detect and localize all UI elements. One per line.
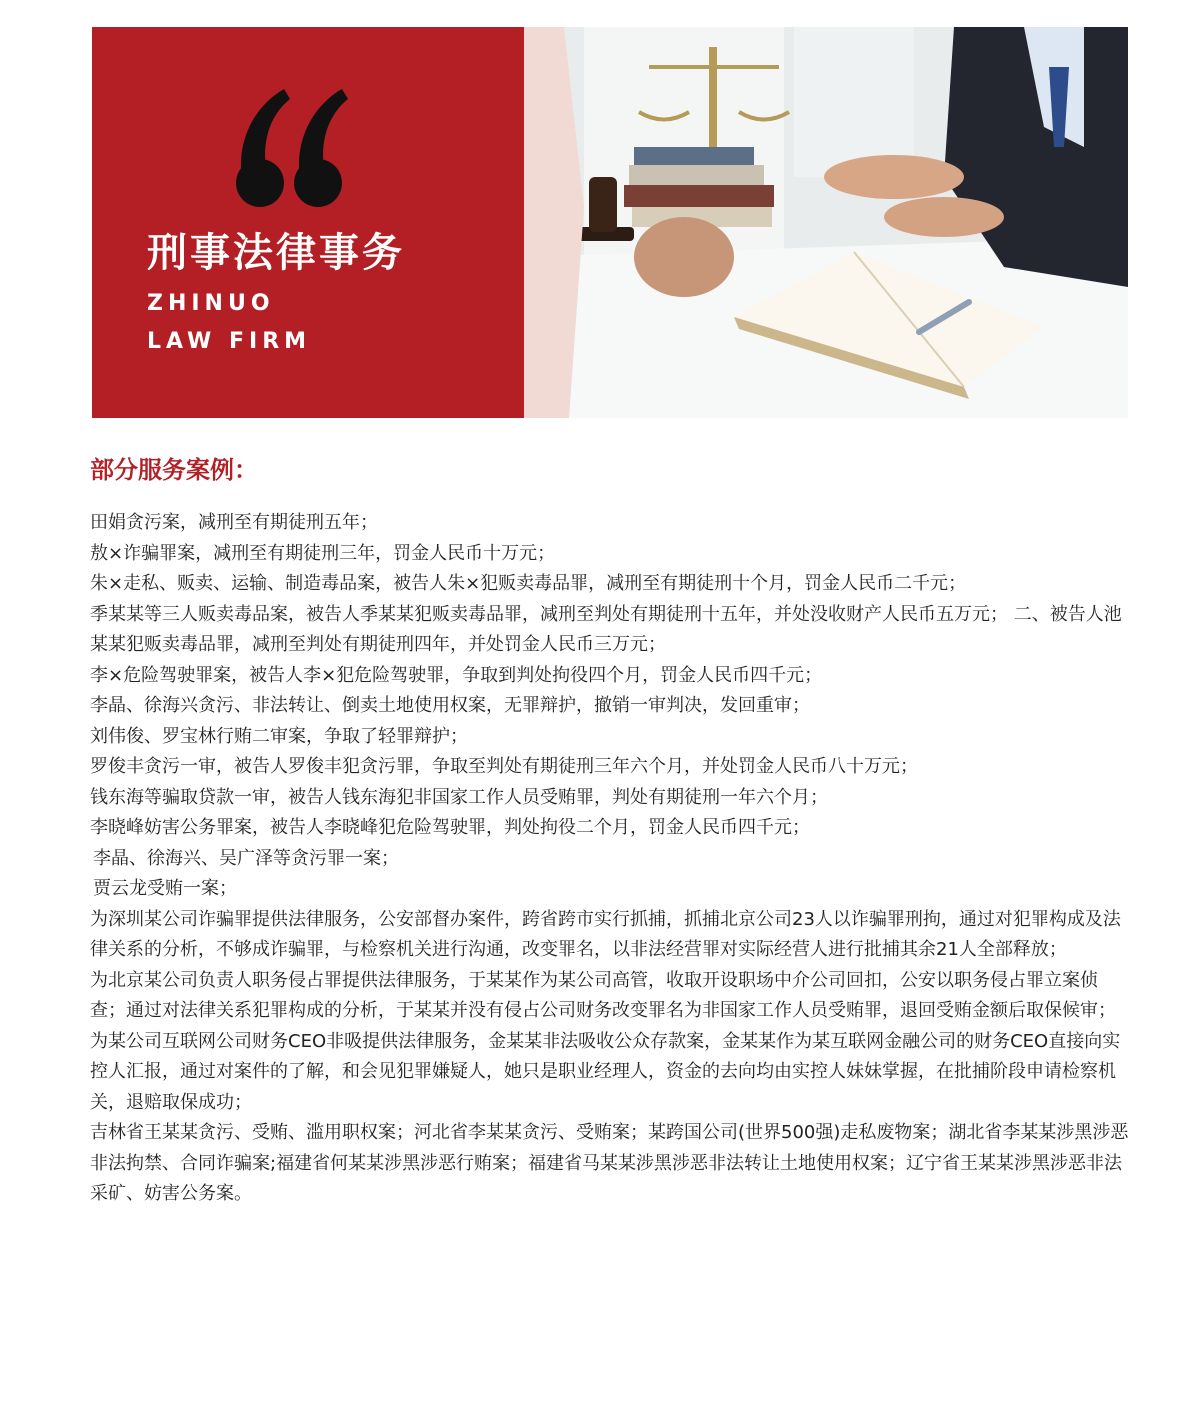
- case-item: 为北京某公司负责人职务侵占罪提供法律服务，于某某作为某公司高管，收取开设职场中介公司回扣，公安以职务侵占罪立案侦查；通过对法律关系犯罪构成的分析，于某某并没有侵占公司财务改变罪名为非国家工作人员受贿罪，退回受贿金额后取保候审；: [90, 969, 1116, 1021]
- case-item: 刘伟俊、罗宝林行贿二审案，争取了轻罪辩护；: [90, 725, 468, 747]
- hero-photo: [524, 27, 1128, 418]
- case-item: 田娟贪污案，减刑至有期徒刑五年；: [90, 512, 378, 533]
- case-item: 为深圳某公司诈骗罪提供法律服务，公安部督办案件，跨省跨市实行抓捕，抓捕北京公司23人以诈骗罪刑拘，通过对犯罪构成及法律关系的分析，不够成诈骗罪，与检察机关进行沟通，改变罪名，以非法经营罪对实际经营人进行批捕其余21人全部释放；: [90, 908, 1121, 960]
- case-item: 李晓峰妨害公务罪案，被告人李晓峰犯危险驾驶罪，判处拘役二个月，罚金人民币四千元；: [90, 817, 810, 838]
- hero-red-panel: [92, 27, 524, 418]
- hero-banner: [92, 27, 1128, 418]
- case-list: [90, 508, 1130, 1210]
- case-item: 李晶、徐海兴贪污、非法转让、倒卖土地使用权案，无罪辩护，撤销一审判决，发回重审；: [90, 695, 810, 716]
- section-title: 部分服务案例：: [90, 456, 258, 484]
- hero-title: 刑事法律事务: [147, 230, 405, 276]
- case-item: 李晶、徐海兴、吴广泽等贪污罪一案；: [93, 847, 399, 869]
- case-item: 吉林省王某某贪污、受贿、滥用职权案；河北省李某某贪污、受贿案；某跨国公司(世界500强)走私废物案；湖北省李某某涉黑涉恶非法拘禁、合同诈骗案;福建省何某某涉黑涉恶行贿案；福建省马某某涉黑涉恶非法转让土地使用权案；辽宁省王某某涉黑涉恶非法采矿、妨害公务案。: [90, 1122, 1129, 1204]
- case-item: 罗俊丰贪污一审，被告人罗俊丰犯贪污罪，争取至判处有期徒刑三年六个月，并处罚金人民币八十万元；: [90, 756, 918, 777]
- case-item: 钱东海等骗取贷款一审，被告人钱东海犯非国家工作人员受贿罪，判处有期徒刑一年六个月；: [90, 786, 828, 808]
- case-item: 李×危险驾驶罪案，被告人李×犯危险驾驶罪，争取到判处拘役四个月，罚金人民币四千元；: [90, 664, 823, 686]
- case-item: 贾云龙受贿一案；: [93, 878, 237, 899]
- case-item: 季某某等三人贩卖毒品案，被告人季某某犯贩卖毒品罪，减刑至判处有期徒刑十五年，并处没收财产人民币五万元； 二、被告人池某某犯贩卖毒品罪，减刑至判处有期徒刑四年，并处罚金人民币三万元；: [90, 603, 1122, 655]
- case-item: 敖×诈骗罪案，减刑至有期徒刑三年，罚金人民币十万元；: [90, 542, 556, 564]
- case-item: 为某公司互联网公司财务CEO非吸提供法律服务，金某某非法吸收公众存款案，金某某作为某互联网金融公司的财务CEO直接向实控人汇报，通过对案件的了解，和会见犯罪嫌疑人，她只是职业经理人，资金的去向均由实控人妹妹掌握，在批捕阶段申请检察机关，退赔取保成功；: [90, 1030, 1121, 1113]
- quote-mark-icon: [232, 83, 352, 213]
- firm-name-line-1: ZHINUO: [147, 291, 275, 316]
- firm-name-line-2: LAW FIRM: [147, 329, 312, 354]
- case-item: 朱×走私、贩卖、运输、制造毒品案，被告人朱×犯贩卖毒品罪，减刑至有期徒刑十个月，罚金人民币二千元；: [90, 573, 967, 594]
